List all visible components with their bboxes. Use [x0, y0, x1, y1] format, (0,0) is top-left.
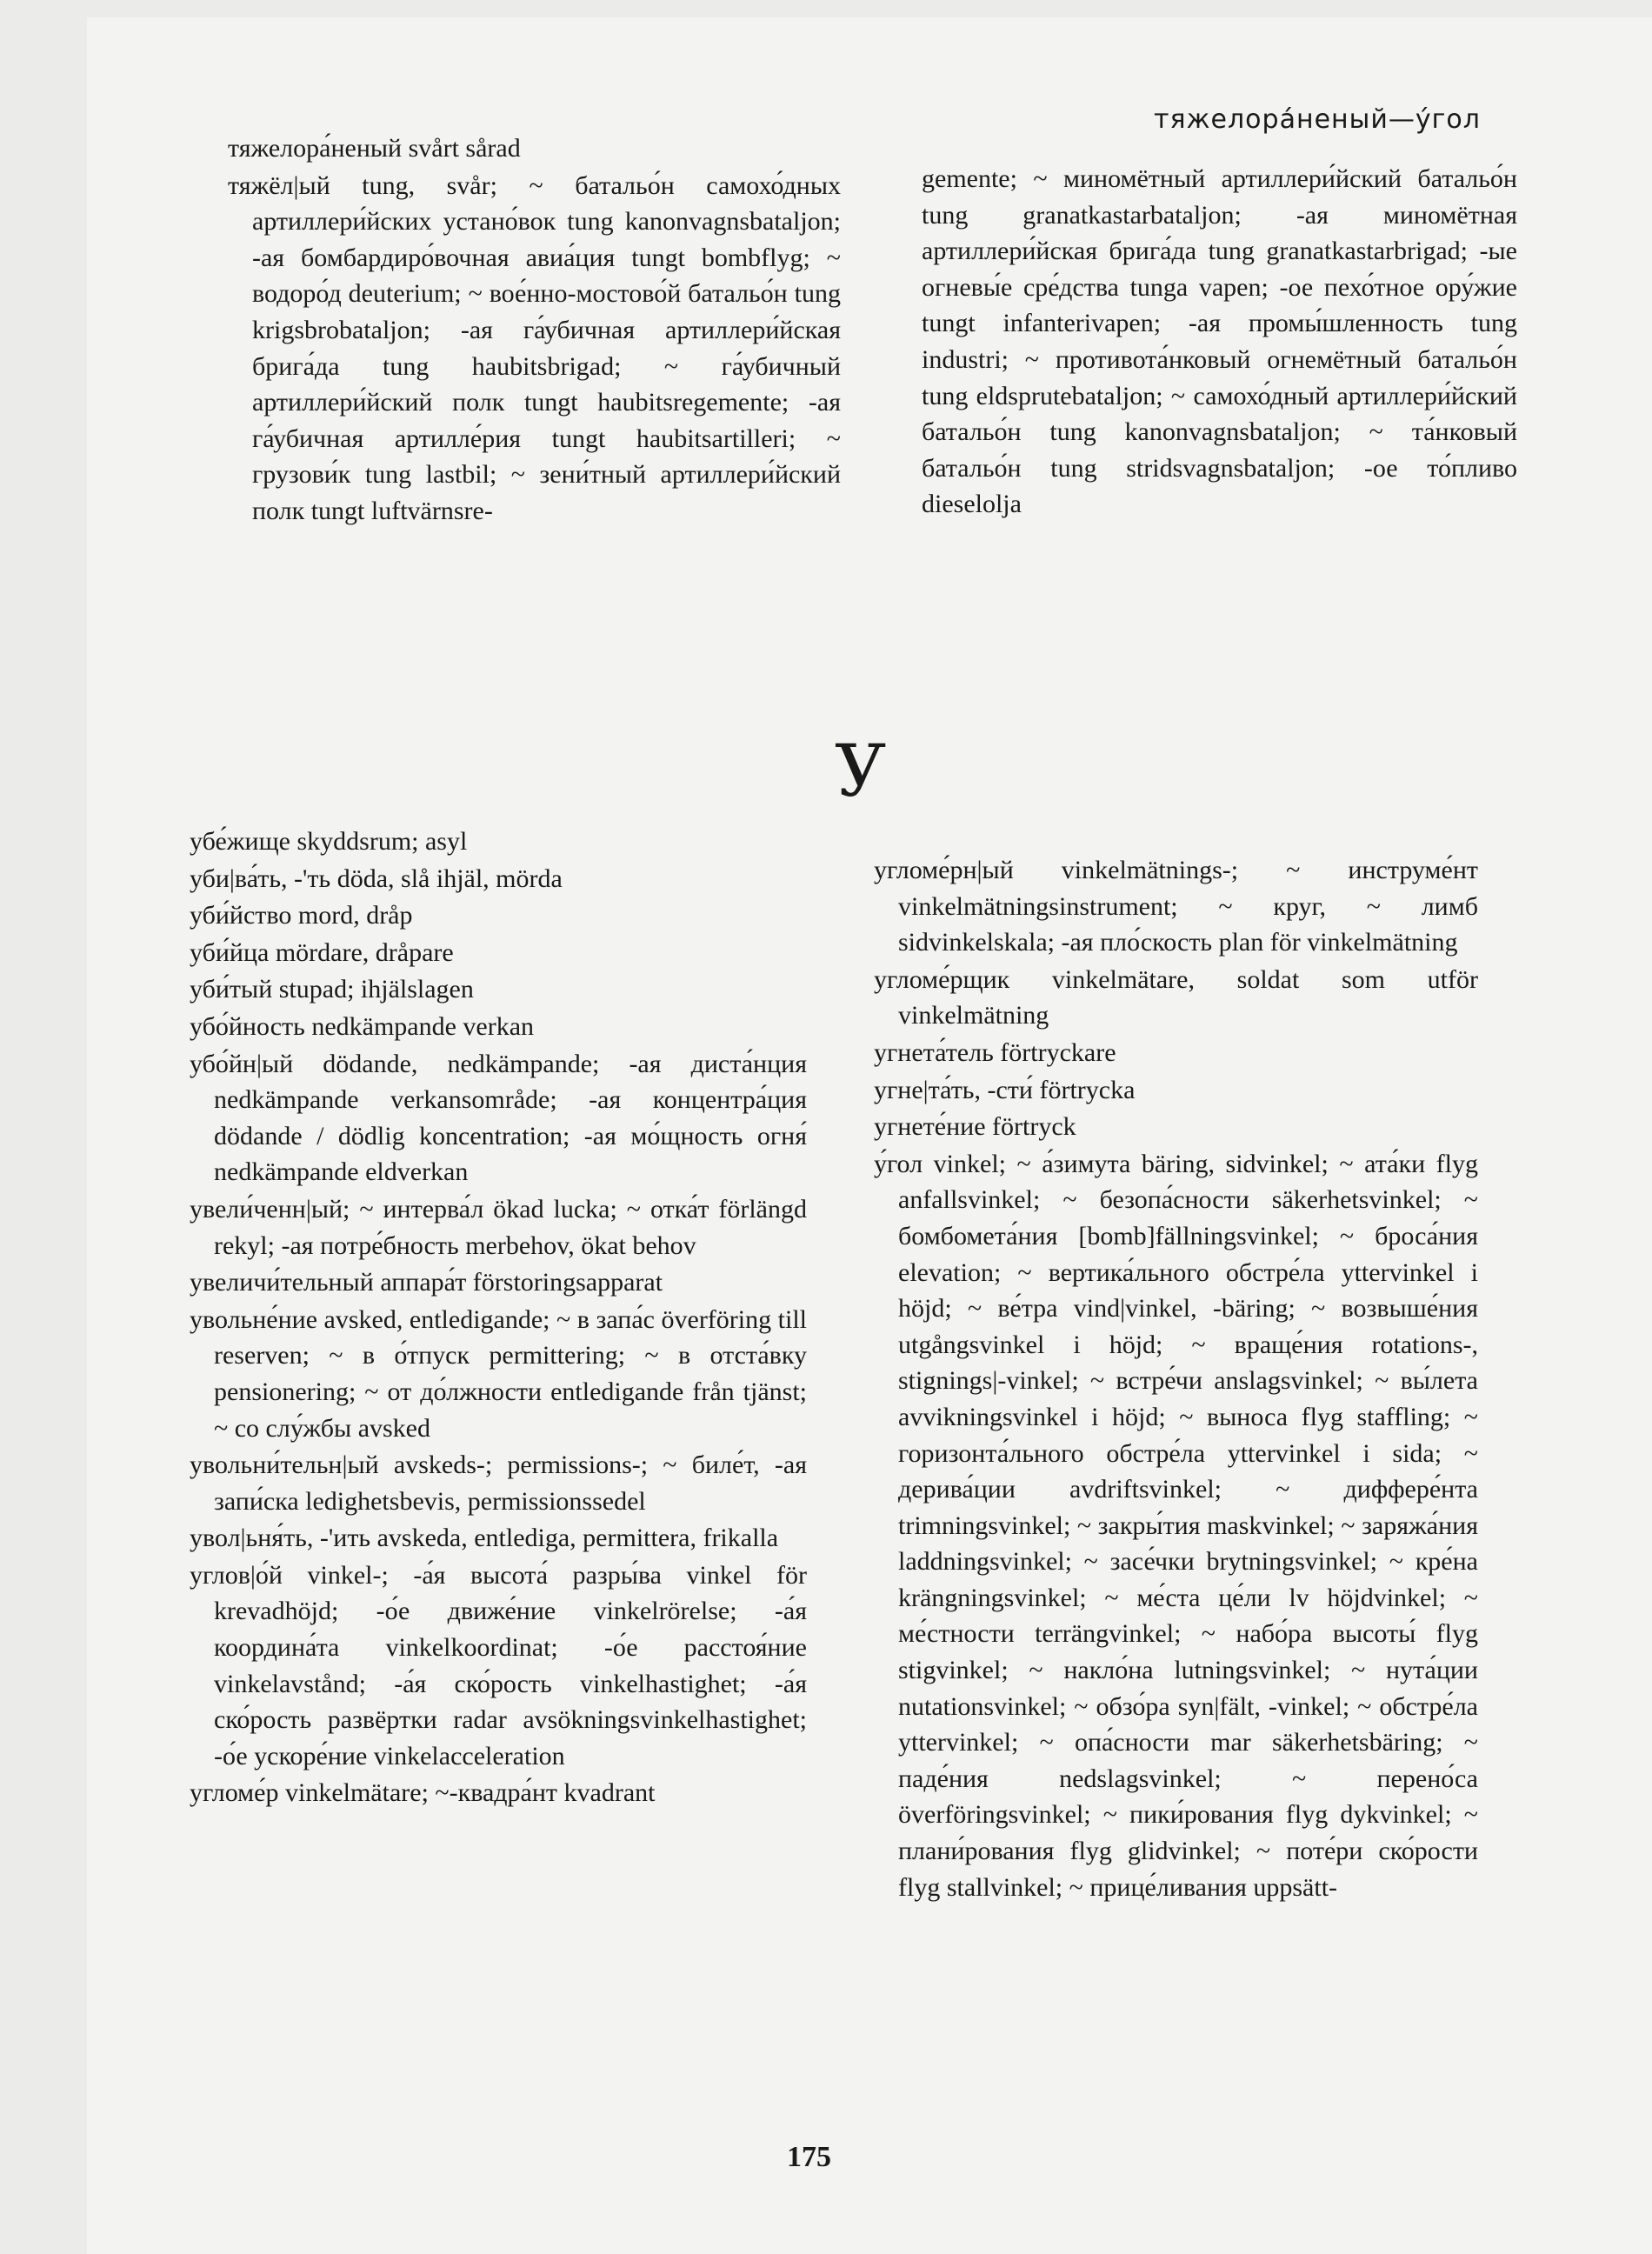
entry: углов|о́й vinkel-; -а́я высота́ разры́ва vinkel för krevadhöjd; -о́е движе́ние vinkelrörelse; -а́я координа́та vinkelkoordinat; -о́е расстоя́ние vinkelavstånd; -а́я ско́рость vinkelhastighet; -а́я ско́рость развёртки radar avsökningsvinkelhastighet; -о́е ускоре́ние vinkelacceleration: [190, 1560, 807, 1771]
entry: уби́йство mord, dråp: [190, 901, 413, 930]
running-header: тяжелора́неный—у́гол: [1154, 104, 1481, 135]
entry: угломе́рн|ый vinkelmätnings-; ~ инструме́нт vinkelmätningsinstrument; ~ круг, ~ лимб sidvinkelskala; -ая пло́скость plan för vinkelmätning: [874, 856, 1478, 957]
entry: уби́тый stupad; ihjälslagen: [190, 975, 474, 1004]
right-column-top: [922, 161, 1517, 523]
entry: увол|ьня́ть, -'ить avskeda, entlediga, permittera, frikalla: [190, 1524, 779, 1553]
entry: увольни́тельн|ый avskeds-; permissions-; ~ биле́т, -ая запи́ска ledighetsbevis, permissionssedel: [190, 1450, 807, 1516]
entry: увели́ченн|ый; ~ интерва́л ökad lucka; ~ отка́т förlängd rekyl; -ая потре́бность merbehov, ökat behov: [190, 1194, 807, 1260]
entry: угне|та́ть, -сти́ förtrycka: [874, 1075, 1136, 1104]
entry: убо́йность nedkämpande verkan: [190, 1011, 535, 1041]
entry: увеличи́тельный аппара́т förstoringsapparat: [190, 1268, 663, 1297]
entry: у́гол vinkel; ~ а́зимута bäring, sidvinkel; ~ ата́ки flyg anfallsvinkel; ~ безопа́сности säkerhetsvinkel; ~ бомбомета́ния [bomb]fällningsvinkel; ~ броса́ния elevation; ~ вертика́льного обстре́ла yttervinkel i höjd; ~ ве́тра vind|vinkel, -bäring; ~ возвыше́ния utgångsvinkel i höjd; ~ враще́ния rotations-, stignings|-vinkel; ~ встре́чи anslagsvinkel; ~ вы́лета avvikningsvinkel i höjd; ~ выноса flyg staffling; ~ горизонта́льного обстре́ла yttervinkel i sida; ~ дерива́ции avdriftsvinkel; ~ диффере́нта trimningsvinkel; ~ закры́тия maskvinkel; ~ заряжа́ния laddningsvinkel; ~ засе́чки brytningsvinkel; ~ кре́на krängningsvinkel; ~ ме́ста це́ли lv höjdvinkel; ~ ме́стности terrängvinkel; ~ набо́ра высоты́ flyg stigvinkel; ~ накло́на lutningsvinkel; ~ нута́ции nutationsvinkel; ~ обзо́ра syn|fält, -vinkel; ~ обстре́ла yttervinkel; ~ опа́сности mar säkerhetsbäring; ~ паде́ния nedslagsvinkel; ~ перено́са överföringsvinkel; ~ пики́рования flyg dykvinkel; ~ плани́рования flyg glidvinkel; ~ поте́ри ско́рости flyg stallvinkel; ~ прице́ливания uppsätt-: [874, 1149, 1478, 1902]
entry: убе́жище skyddsrum; asyl: [190, 827, 468, 856]
entry: угломе́р vinkelmätare; ~-квадра́нт kvadrant: [190, 1778, 656, 1808]
entry: уби|ва́ть, -'ть döda, slå ihjäl, mörda: [190, 864, 563, 893]
entry-continuation: gemente; ~ миномётный артиллери́йский батальо́н tung granatkastarbataljon; -ая миномётная артиллери́йская брига́да tung granatkastarbrigad; -ые огневы́е сре́дства tunga vapen; -ое пехо́тное ору́жие tungt infanterivapen; -ая промы́шленность tung industri; ~ противота́нковый огнемётный батальо́н tung eldsprutebataljon; ~ самохо́дный артиллери́йский батальо́н tung kanonvagnsbataljon; ~ та́нковый батальо́н tung stridsvagnsbataljon; -ое то́пливо dieselolja: [922, 164, 1517, 519]
entry: угнете́ние förtryck: [874, 1112, 1076, 1142]
entry: тяжёл|ый tung, svår; ~ батальо́н самохо́дных артиллери́йских устано́вок tung kanonvagnsbataljon; -ая бомбардиро́вочная авиа́ция tungt bombflyg; ~ водоро́д deuterium; ~ вое́нно-мостово́й батальо́н tung krigsbrobataljon; -ая га́убичная артиллери́йская брига́да tung haubitsbrigad; ~ га́убичный артиллери́йский полк tungt haubitsregemente; -ая га́убичная артилле́рия tungt haubitsartilleri; ~ грузови́к tung lastbil; ~ зени́тный артиллери́йский полк tungt luftvärnsre-: [228, 170, 841, 525]
entry: уби́йца mördare, dråpare: [190, 937, 454, 967]
entry: угломе́рщик vinkelmätare, soldat som utför vinkelmätning: [874, 964, 1478, 1030]
left-column-bottom: [190, 824, 807, 1812]
section-letter: У: [835, 730, 887, 813]
left-column-top: [228, 130, 841, 530]
right-column-bottom: [874, 852, 1478, 1906]
entry: увольне́ние avsked, entledigande; ~ в запа́с överföring till reserven; ~ в о́тпуск permittering; ~ в отста́вку pensionering; ~ от до́лжности entledigande från tjänst; ~ со слу́жбы avsked: [190, 1304, 807, 1443]
entry: убо́йн|ый dödande, nedkämpande; -ая диста́нция nedkämpande verkansområde; -ая концентра́ция dödande / dödlig koncentration; -ая мо́щность огня́ nedkämpande eldverkan: [190, 1049, 807, 1187]
page-number: 175: [787, 2141, 831, 2173]
entry: угнета́тель förtryckare: [874, 1037, 1116, 1067]
entry: тяжелора́неный svårt sårad: [228, 134, 521, 163]
